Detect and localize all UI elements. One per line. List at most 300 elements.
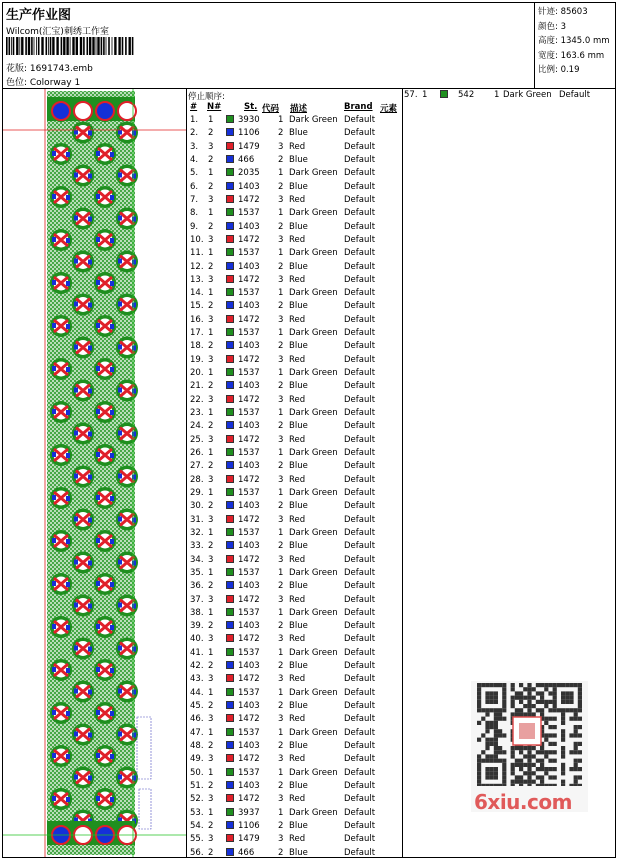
cell-brand: Default bbox=[344, 687, 376, 698]
cell-code: 1 bbox=[278, 527, 284, 538]
color-swatch bbox=[226, 341, 234, 349]
cell-needle: 3 bbox=[208, 554, 214, 565]
table-row bbox=[188, 355, 402, 368]
cell-brand: Default bbox=[344, 341, 376, 352]
cell-code: 3 bbox=[278, 754, 284, 765]
cell-code: 2 bbox=[278, 301, 284, 312]
cell-needle: 1 bbox=[208, 567, 214, 578]
color-swatch bbox=[226, 222, 234, 230]
color-swatch bbox=[226, 235, 234, 243]
table-row bbox=[188, 248, 402, 261]
table-row bbox=[188, 288, 402, 301]
cell-code: 3 bbox=[278, 474, 284, 485]
cell-stitches: 1472 bbox=[238, 554, 260, 565]
table-row bbox=[188, 328, 402, 341]
cell-needle: 3 bbox=[208, 434, 214, 445]
cell-code: 2 bbox=[278, 581, 284, 592]
cell-num: 17. bbox=[190, 328, 204, 339]
cell-num: 56. bbox=[190, 847, 204, 858]
cell-description: Dark Green bbox=[289, 208, 338, 219]
colorway: 色位: Colorway 1 bbox=[6, 78, 81, 88]
cell-brand: Default bbox=[344, 408, 376, 419]
cell-stitches: 1106 bbox=[238, 820, 260, 831]
cell-needle: 3 bbox=[208, 314, 214, 325]
color-swatch bbox=[226, 248, 234, 256]
cell-stitches: 1472 bbox=[238, 354, 260, 365]
cell-brand: Default bbox=[344, 448, 376, 458]
cell-num: 24. bbox=[190, 421, 204, 432]
table-row bbox=[188, 848, 402, 861]
color-swatch bbox=[226, 275, 234, 283]
cell-needle: 3 bbox=[208, 354, 214, 365]
cell-num: 14. bbox=[190, 288, 204, 299]
cell-brand: Default bbox=[344, 248, 376, 259]
color-swatch bbox=[226, 754, 234, 762]
cell-num: 54. bbox=[190, 820, 204, 831]
color-swatch bbox=[226, 501, 234, 509]
cell-brand: Default bbox=[344, 501, 376, 512]
header-description: 描述 bbox=[290, 104, 308, 114]
table-row bbox=[188, 408, 402, 421]
table-row bbox=[188, 821, 402, 834]
cell-code: 3 bbox=[278, 234, 284, 245]
cell-stitches: 1403 bbox=[238, 261, 260, 272]
table-row bbox=[188, 781, 402, 794]
cell-stitches: 3930 bbox=[238, 115, 260, 125]
cell-num: 9. bbox=[190, 221, 199, 232]
cell-num: 49. bbox=[190, 754, 204, 765]
cell-needle: 3 bbox=[208, 674, 214, 685]
color-swatch bbox=[226, 728, 234, 736]
cell-num: 42. bbox=[190, 661, 204, 672]
cell-description: Blue bbox=[289, 541, 308, 552]
table-row bbox=[188, 555, 402, 568]
table-row bbox=[188, 435, 402, 448]
cell-description: Red bbox=[289, 141, 306, 152]
cell-stitches: 1472 bbox=[238, 594, 260, 605]
cell-needle: 3 bbox=[208, 794, 214, 805]
cell-brand: Default bbox=[344, 221, 376, 232]
cell-stitches: 1403 bbox=[238, 661, 260, 672]
cell-code: 1 bbox=[278, 567, 284, 578]
cell-stitches: 1537 bbox=[238, 567, 260, 578]
cell-brand: Default bbox=[344, 128, 376, 139]
cell-needle: 1 bbox=[208, 607, 214, 618]
cell-brand: Default bbox=[344, 621, 376, 632]
cell-description: Dark Green bbox=[289, 408, 338, 419]
color-swatch bbox=[226, 661, 234, 669]
color-swatch bbox=[226, 528, 234, 536]
cell-description: Red bbox=[289, 554, 306, 565]
cell-stitches: 1479 bbox=[238, 834, 260, 845]
color-swatch bbox=[226, 208, 234, 216]
cell-num: 53. bbox=[190, 807, 204, 818]
cell-code: 3 bbox=[278, 434, 284, 445]
color-swatch bbox=[226, 794, 234, 802]
cell-description: Blue bbox=[289, 847, 308, 858]
cell-stitches: 3937 bbox=[238, 807, 260, 818]
cell-brand: Default bbox=[344, 168, 376, 179]
barcode bbox=[6, 37, 134, 55]
embroidery-preview bbox=[3, 89, 186, 857]
cell-stitches: 542 bbox=[458, 90, 475, 100]
cell-num: 35. bbox=[190, 567, 204, 578]
cell-brand: Default bbox=[344, 714, 376, 725]
cell-num: 25. bbox=[190, 434, 204, 445]
table-row bbox=[188, 741, 402, 754]
cell-code: 2 bbox=[278, 541, 284, 552]
cell-stitches: 1537 bbox=[238, 647, 260, 658]
table-row bbox=[188, 381, 402, 394]
table-row bbox=[188, 728, 402, 741]
cell-description: Dark Green bbox=[289, 448, 338, 458]
table-row bbox=[188, 222, 402, 235]
cell-brand: Default bbox=[344, 834, 376, 845]
cell-brand: Default bbox=[344, 594, 376, 605]
cell-needle: 2 bbox=[208, 621, 214, 632]
table-row bbox=[188, 195, 402, 208]
cell-description: Red bbox=[289, 514, 306, 525]
preview-divider bbox=[186, 88, 187, 858]
cell-stitches: 1403 bbox=[238, 781, 260, 791]
color-swatch bbox=[440, 90, 448, 98]
cell-num: 34. bbox=[190, 554, 204, 565]
cell-needle: 1 bbox=[208, 487, 214, 498]
page-title: 生产作业图 bbox=[6, 8, 72, 23]
cell-num: 33. bbox=[190, 541, 204, 552]
cell-brand: Default bbox=[344, 421, 376, 432]
color-swatch bbox=[226, 155, 234, 163]
cell-description: Blue bbox=[289, 128, 308, 139]
cell-stitches: 1472 bbox=[238, 274, 260, 285]
cell-num: 37. bbox=[190, 594, 204, 605]
color-swatch bbox=[226, 128, 234, 136]
cell-brand: Default bbox=[344, 354, 376, 365]
cell-brand: Default bbox=[344, 807, 376, 818]
cell-num: 11. bbox=[190, 248, 204, 259]
cell-needle: 1 bbox=[208, 727, 214, 738]
cell-brand: Default bbox=[344, 527, 376, 538]
color-swatch bbox=[226, 741, 234, 749]
cell-description: Blue bbox=[289, 154, 308, 165]
cell-num: 23. bbox=[190, 408, 204, 419]
table-row bbox=[188, 421, 402, 434]
color-swatch bbox=[226, 262, 234, 270]
cell-code: 1 bbox=[278, 487, 284, 498]
cell-brand: Default bbox=[344, 647, 376, 658]
color-swatch bbox=[226, 328, 234, 336]
table-row bbox=[188, 581, 402, 594]
cell-code: 1 bbox=[278, 328, 284, 339]
cell-needle: 2 bbox=[208, 381, 214, 392]
cell-description: Blue bbox=[289, 661, 308, 672]
color-swatch bbox=[226, 848, 234, 856]
cell-needle: 2 bbox=[208, 541, 214, 552]
embroidery-design bbox=[3, 89, 186, 857]
cell-brand: Default bbox=[344, 567, 376, 578]
cell-num: 55. bbox=[190, 834, 204, 845]
cell-needle: 2 bbox=[208, 128, 214, 139]
cell-code: 2 bbox=[278, 781, 284, 791]
cell-stitches: 1472 bbox=[238, 514, 260, 525]
color-swatch bbox=[226, 648, 234, 656]
header-element: 元素 bbox=[380, 104, 398, 114]
cell-needle: 1 bbox=[208, 647, 214, 658]
cell-stitches: 1537 bbox=[238, 208, 260, 219]
cell-description: Blue bbox=[289, 341, 308, 352]
table-row bbox=[188, 475, 402, 488]
cell-description: Red bbox=[289, 234, 306, 245]
design-file: 花版: 1691743.emb bbox=[6, 64, 93, 74]
cell-stitches: 1472 bbox=[238, 714, 260, 725]
cell-brand: Default bbox=[344, 781, 376, 791]
cell-description: Blue bbox=[289, 181, 308, 192]
cell-needle: 2 bbox=[208, 181, 214, 192]
cell-needle: 3 bbox=[208, 274, 214, 285]
color-swatch bbox=[226, 475, 234, 483]
cell-description: Red bbox=[289, 714, 306, 725]
cell-code: 1 bbox=[278, 408, 284, 419]
color-swatch bbox=[226, 408, 234, 416]
cell-needle: 2 bbox=[208, 421, 214, 432]
cell-code: 2 bbox=[278, 181, 284, 192]
cell-stitches: 1537 bbox=[238, 408, 260, 419]
cell-description: Red bbox=[289, 194, 306, 205]
table-row bbox=[188, 395, 402, 408]
header-num: # bbox=[190, 102, 198, 112]
table-row bbox=[188, 541, 402, 554]
cell-code: 2 bbox=[278, 461, 284, 472]
cell-brand: Default bbox=[344, 314, 376, 325]
cell-code: 3 bbox=[278, 594, 284, 605]
cell-code: 3 bbox=[278, 714, 284, 725]
table-row bbox=[188, 515, 402, 528]
cell-stitches: 1403 bbox=[238, 741, 260, 752]
cell-needle: 1 bbox=[208, 208, 214, 219]
cell-needle: 2 bbox=[208, 221, 214, 232]
color-swatch bbox=[226, 515, 234, 523]
cell-num: 12. bbox=[190, 261, 204, 272]
cell-description: Dark Green bbox=[289, 168, 338, 179]
cell-stitches: 1472 bbox=[238, 314, 260, 325]
cell-stitches: 1472 bbox=[238, 434, 260, 445]
cell-description: Red bbox=[289, 354, 306, 365]
cell-description: Red bbox=[289, 474, 306, 485]
color-swatch bbox=[226, 621, 234, 629]
watermark-text: 6xiu.com bbox=[474, 790, 572, 814]
cell-needle: 1 bbox=[208, 115, 214, 125]
cell-description: Blue bbox=[289, 381, 308, 392]
cell-description: Red bbox=[289, 594, 306, 605]
cell-num: 3. bbox=[190, 141, 199, 152]
cell-num: 22. bbox=[190, 394, 204, 405]
cell-num: 5. bbox=[190, 168, 199, 179]
table-row bbox=[188, 768, 402, 781]
stat-stitches: 针迹: 85603 bbox=[538, 7, 588, 17]
header-stitches: St. bbox=[244, 102, 258, 112]
cell-num: 39. bbox=[190, 621, 204, 632]
cell-code: 1 bbox=[278, 767, 284, 778]
cell-num: 10. bbox=[190, 234, 204, 245]
cell-needle: 3 bbox=[208, 634, 214, 645]
table-row bbox=[188, 341, 402, 354]
cell-code: 3 bbox=[278, 274, 284, 285]
color-swatch bbox=[226, 768, 234, 776]
cell-description: Dark Green bbox=[289, 767, 338, 778]
cell-code: 2 bbox=[278, 154, 284, 165]
table-row bbox=[188, 701, 402, 714]
cell-code: 1 bbox=[278, 288, 284, 299]
cell-num: 30. bbox=[190, 501, 204, 512]
cell-num: 45. bbox=[190, 701, 204, 712]
cell-needle: 2 bbox=[208, 501, 214, 512]
cell-description: Dark Green bbox=[289, 687, 338, 698]
cell-num: 48. bbox=[190, 741, 204, 752]
color-swatch bbox=[226, 595, 234, 603]
color-swatch bbox=[226, 821, 234, 829]
cell-description: Dark Green bbox=[289, 288, 338, 299]
cell-code: 3 bbox=[278, 141, 284, 152]
cell-code: 3 bbox=[278, 194, 284, 205]
cell-code: 3 bbox=[278, 674, 284, 685]
cell-needle: 1 bbox=[208, 368, 214, 379]
cell-num: 26. bbox=[190, 448, 204, 458]
cell-code: 2 bbox=[278, 847, 284, 858]
cell-needle: 2 bbox=[208, 341, 214, 352]
cell-stitches: 1403 bbox=[238, 341, 260, 352]
cell-stitches: 1403 bbox=[238, 301, 260, 312]
cell-description: Blue bbox=[289, 221, 308, 232]
color-swatch bbox=[226, 608, 234, 616]
cell-brand: Default bbox=[344, 234, 376, 245]
color-swatch bbox=[226, 355, 234, 363]
cell-code: 2 bbox=[278, 501, 284, 512]
cell-brand: Default bbox=[344, 820, 376, 831]
cell-stitches: 466 bbox=[238, 847, 255, 858]
cell-stitches: 2035 bbox=[238, 168, 260, 179]
table-row bbox=[188, 208, 402, 221]
cell-description: Dark Green bbox=[503, 90, 552, 100]
cell-needle: 1 bbox=[208, 328, 214, 339]
cell-needle: 3 bbox=[208, 714, 214, 725]
table-row bbox=[188, 275, 402, 288]
color-swatch bbox=[226, 115, 234, 123]
cell-stitches: 1106 bbox=[238, 128, 260, 139]
cell-description: Dark Green bbox=[289, 727, 338, 738]
cell-description: Dark Green bbox=[289, 248, 338, 259]
cell-needle: 2 bbox=[208, 847, 214, 858]
cell-needle: 3 bbox=[208, 514, 214, 525]
cell-stitches: 1403 bbox=[238, 701, 260, 712]
cell-stitches: 1403 bbox=[238, 541, 260, 552]
company-name: Wilcom(汇宝)刺绣工作室 bbox=[6, 27, 109, 37]
cell-description: Red bbox=[289, 834, 306, 845]
cell-description: Dark Green bbox=[289, 328, 338, 339]
table-row bbox=[188, 262, 402, 275]
color-swatch bbox=[226, 315, 234, 323]
cell-num: 57. bbox=[404, 90, 418, 100]
cell-code: 1 bbox=[278, 727, 284, 738]
cell-stitches: 1472 bbox=[238, 394, 260, 405]
cell-num: 32. bbox=[190, 527, 204, 538]
cell-num: 1. bbox=[190, 115, 199, 125]
cell-code: 1 bbox=[278, 168, 284, 179]
cell-brand: Default bbox=[344, 181, 376, 192]
color-swatch bbox=[226, 781, 234, 789]
cell-brand: Default bbox=[344, 661, 376, 672]
cell-num: 18. bbox=[190, 341, 204, 352]
cell-stitches: 1537 bbox=[238, 687, 260, 698]
cell-stitches: 1472 bbox=[238, 754, 260, 765]
cell-brand: Default bbox=[344, 115, 376, 125]
table-row bbox=[188, 315, 402, 328]
table-row bbox=[188, 115, 402, 128]
cell-stitches: 1472 bbox=[238, 474, 260, 485]
header-needle: N# bbox=[207, 102, 222, 112]
cell-num: 46. bbox=[190, 714, 204, 725]
table-row bbox=[188, 674, 402, 687]
cell-needle: 1 bbox=[208, 448, 214, 458]
color-swatch bbox=[226, 381, 234, 389]
cell-needle: 3 bbox=[208, 141, 214, 152]
cell-brand: Default bbox=[344, 727, 376, 738]
cell-code: 2 bbox=[278, 701, 284, 712]
cell-brand: Default bbox=[344, 208, 376, 219]
cell-brand: Default bbox=[344, 194, 376, 205]
cell-needle: 1 bbox=[208, 408, 214, 419]
cell-description: Red bbox=[289, 394, 306, 405]
table-row bbox=[188, 808, 402, 821]
cell-stitches: 1537 bbox=[238, 328, 260, 339]
cell-description: Blue bbox=[289, 781, 308, 791]
cell-brand: Default bbox=[344, 274, 376, 285]
cell-brand: Default bbox=[344, 461, 376, 472]
table-row bbox=[188, 714, 402, 727]
cell-code: 2 bbox=[278, 820, 284, 831]
table-row bbox=[188, 168, 402, 181]
table-row bbox=[188, 595, 402, 608]
color-swatch bbox=[226, 288, 234, 296]
cell-brand: Default bbox=[344, 701, 376, 712]
cell-brand: Default bbox=[344, 794, 376, 805]
cell-needle: 1 bbox=[208, 767, 214, 778]
cell-stitches: 1403 bbox=[238, 181, 260, 192]
cell-description: Dark Green bbox=[289, 807, 338, 818]
cell-code: 3 bbox=[278, 514, 284, 525]
cell-code: 2 bbox=[278, 341, 284, 352]
cell-brand: Default bbox=[344, 288, 376, 299]
cell-brand: Default bbox=[344, 141, 376, 152]
cell-num: 16. bbox=[190, 314, 204, 325]
cell-needle: 1 bbox=[208, 687, 214, 698]
table-row bbox=[188, 568, 402, 581]
cell-stitches: 1472 bbox=[238, 674, 260, 685]
cell-description: Dark Green bbox=[289, 487, 338, 498]
cell-stitches: 1537 bbox=[238, 448, 260, 458]
cell-num: 20. bbox=[190, 368, 204, 379]
cell-description: Blue bbox=[289, 501, 308, 512]
cell-stitches: 1537 bbox=[238, 288, 260, 299]
cell-stitches: 1537 bbox=[238, 767, 260, 778]
cell-stitches: 1403 bbox=[238, 421, 260, 432]
table-row bbox=[188, 661, 402, 674]
cell-stitches: 1403 bbox=[238, 461, 260, 472]
cell-code: 1 bbox=[494, 90, 500, 100]
table-row bbox=[188, 182, 402, 195]
cell-stitches: 1537 bbox=[238, 368, 260, 379]
cell-brand: Default bbox=[344, 754, 376, 765]
cell-description: Dark Green bbox=[289, 607, 338, 618]
